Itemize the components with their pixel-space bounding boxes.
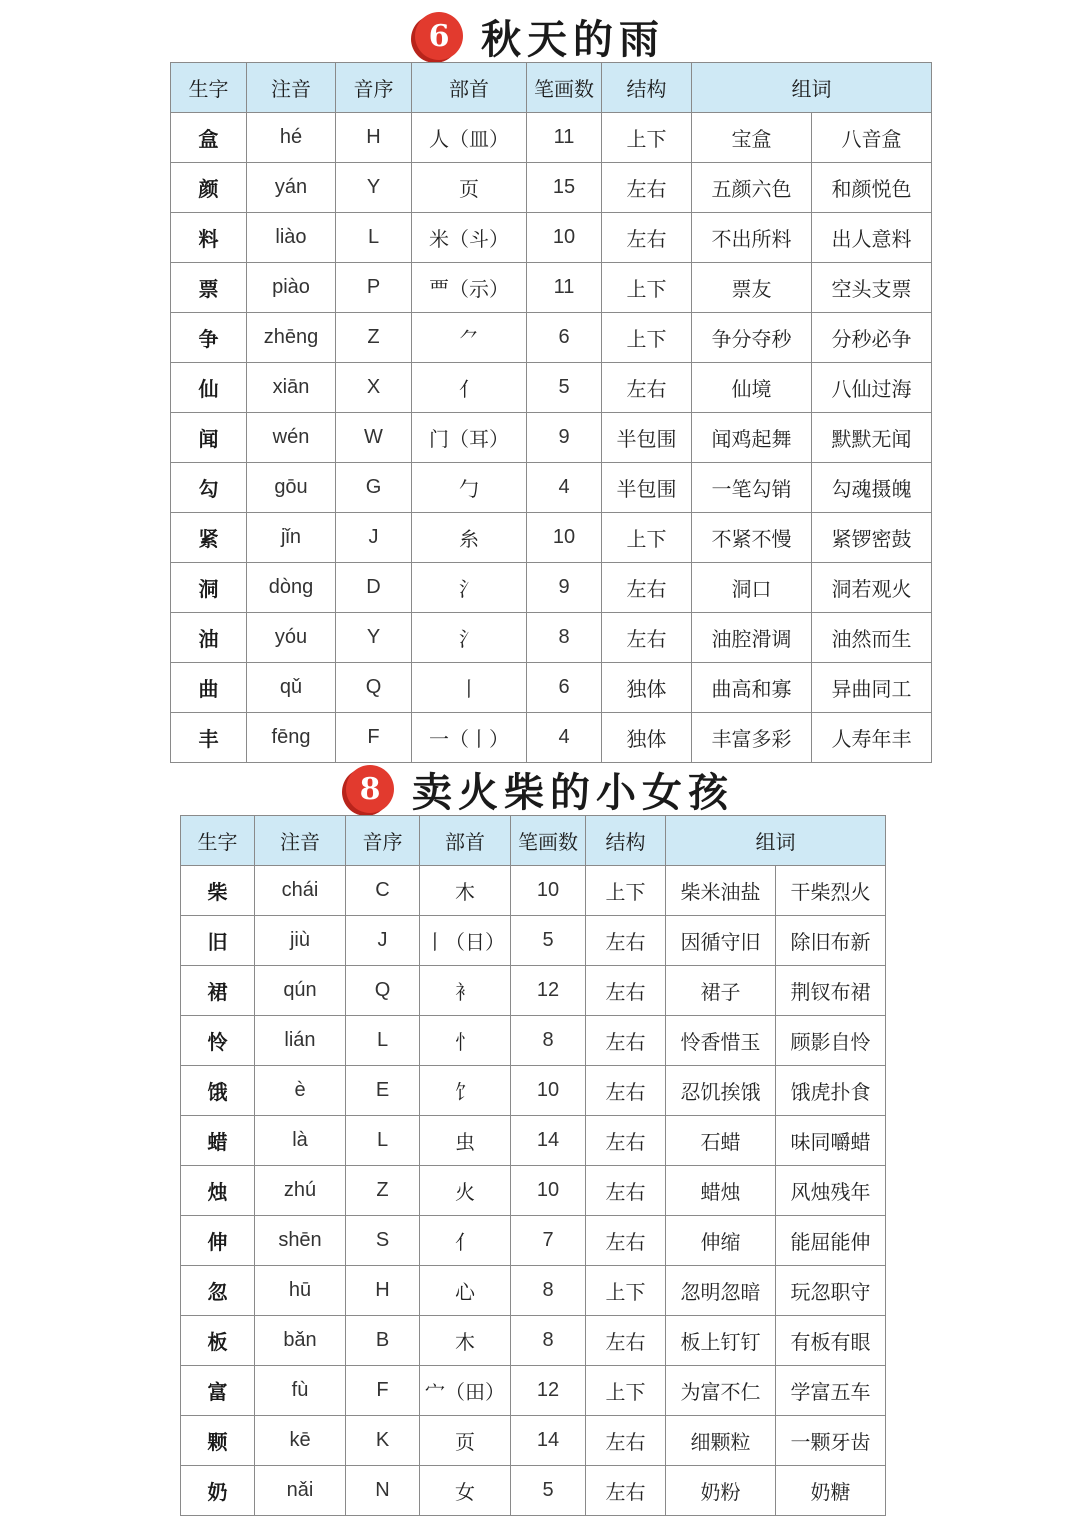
word-cell: 丰富多彩 [692,713,812,763]
table-row [181,1066,886,1116]
header-strokes: 笔画数 [527,63,602,113]
pinyin-cell: liào [247,213,336,263]
table-row [181,1016,886,1066]
structure-cell: 上下 [602,513,692,563]
letter-cell: F [346,1366,420,1416]
strokes-cell: 5 [511,1466,586,1516]
table-row [171,463,932,513]
header-radical: 部首 [412,63,527,113]
pinyin-cell: bǎn [255,1316,346,1366]
word-cell: 曲高和寡 [692,663,812,713]
word-cell: 饿虎扑食 [776,1066,886,1116]
letter-cell: D [336,563,412,613]
letter-cell: Z [346,1166,420,1216]
table-row [171,713,932,763]
header-strokes: 笔画数 [511,816,586,866]
structure-cell: 左右 [586,1316,666,1366]
word-cell: 洞若观火 [812,563,932,613]
table-row [181,1416,886,1466]
word-cell: 票友 [692,263,812,313]
strokes-cell: 12 [511,1366,586,1416]
pinyin-cell: chái [255,866,346,916]
char-cell: 忽 [181,1266,255,1316]
word-cell: 伸缩 [666,1216,776,1266]
word-cell: 八仙过海 [812,363,932,413]
lesson-8-table [180,815,886,1516]
table-row [181,866,886,916]
letter-cell: L [346,1116,420,1166]
strokes-cell: 6 [527,663,602,713]
word-cell: 裙子 [666,966,776,1016]
structure-cell: 上下 [602,113,692,163]
structure-cell: 左右 [586,916,666,966]
word-cell: 忍饥挨饿 [666,1066,776,1116]
word-cell: 宝盒 [692,113,812,163]
structure-cell: 左右 [586,1066,666,1116]
strokes-cell: 10 [511,1166,586,1216]
word-cell: 柴米油盐 [666,866,776,916]
structure-cell: 上下 [586,866,666,916]
strokes-cell: 8 [511,1016,586,1066]
table-row [181,1466,886,1516]
table-row [171,113,932,163]
letter-cell: Z [336,313,412,363]
word-cell: 闻鸡起舞 [692,413,812,463]
strokes-cell: 10 [527,213,602,263]
lesson-6-title [0,8,1080,64]
letter-cell: L [346,1016,420,1066]
letter-cell: X [336,363,412,413]
letter-cell: J [346,916,420,966]
header-words: 组词 [692,63,932,113]
radical-cell: ⺈ [412,313,527,363]
letter-cell: H [336,113,412,163]
radical-cell: 木 [420,866,511,916]
radical-cell: 忄 [420,1016,511,1066]
char-cell: 颜 [171,163,247,213]
word-cell: 洞口 [692,563,812,613]
char-cell: 争 [171,313,247,363]
word-cell: 默默无闻 [812,413,932,463]
strokes-cell: 11 [527,263,602,313]
radical-cell: 宀（田） [420,1366,511,1416]
structure-cell: 左右 [602,363,692,413]
word-cell: 怜香惜玉 [666,1016,776,1066]
word-cell: 风烛残年 [776,1166,886,1216]
lesson-number-badge: 6 [415,12,463,60]
radical-cell: 氵 [412,613,527,663]
letter-cell: Y [336,163,412,213]
letter-cell: W [336,413,412,463]
letter-cell: B [346,1316,420,1366]
lesson-number-badge: 8 [346,765,394,813]
radical-cell: 勹 [412,463,527,513]
word-cell: 顾影自怜 [776,1016,886,1066]
pinyin-cell: lián [255,1016,346,1066]
radical-cell: 火 [420,1166,511,1216]
table-header-row [181,816,886,866]
word-cell: 油然而生 [812,613,932,663]
strokes-cell: 14 [511,1416,586,1466]
letter-cell: Q [346,966,420,1016]
word-cell: 仙境 [692,363,812,413]
pinyin-cell: fēng [247,713,336,763]
letter-cell: S [346,1216,420,1266]
char-cell: 怜 [181,1016,255,1066]
structure-cell: 半包围 [602,463,692,513]
table-row [171,563,932,613]
strokes-cell: 5 [527,363,602,413]
word-cell: 学富五车 [776,1366,886,1416]
pinyin-cell: gōu [247,463,336,513]
strokes-cell: 15 [527,163,602,213]
radical-cell: 覀（示） [412,263,527,313]
pinyin-cell: zhú [255,1166,346,1216]
strokes-cell: 7 [511,1216,586,1266]
table-row [171,613,932,663]
word-cell: 奶糖 [776,1466,886,1516]
pinyin-cell: xiān [247,363,336,413]
header-char: 生字 [181,816,255,866]
structure-cell: 左右 [586,1466,666,1516]
char-cell: 盒 [171,113,247,163]
lesson-6-table [170,62,932,763]
word-cell: 能屈能伸 [776,1216,886,1266]
strokes-cell: 11 [527,113,602,163]
word-cell: 争分夺秒 [692,313,812,363]
char-cell: 烛 [181,1166,255,1216]
word-cell: 因循守旧 [666,916,776,966]
word-cell: 细颗粒 [666,1416,776,1466]
strokes-cell: 9 [527,563,602,613]
letter-cell: J [336,513,412,563]
char-cell: 勾 [171,463,247,513]
strokes-cell: 9 [527,413,602,463]
structure-cell: 左右 [586,1016,666,1066]
letter-cell: P [336,263,412,313]
strokes-cell: 8 [527,613,602,663]
char-cell: 伸 [181,1216,255,1266]
structure-cell: 左右 [602,563,692,613]
table-row [181,966,886,1016]
word-cell: 空头支票 [812,263,932,313]
char-cell: 洞 [171,563,247,613]
char-cell: 曲 [171,663,247,713]
char-cell: 油 [171,613,247,663]
radical-cell: 页 [420,1416,511,1466]
structure-cell: 左右 [586,966,666,1016]
radical-cell: 页 [412,163,527,213]
structure-cell: 上下 [602,313,692,363]
word-cell: 八音盒 [812,113,932,163]
pinyin-cell: shēn [255,1216,346,1266]
structure-cell: 上下 [602,263,692,313]
radical-cell: 米（斗） [412,213,527,263]
letter-cell: K [346,1416,420,1466]
header-letter: 音序 [346,816,420,866]
lesson-title-text: 卖火柴的小女孩 [412,768,734,816]
table-row [181,1266,886,1316]
letter-cell: G [336,463,412,513]
letter-cell: F [336,713,412,763]
pinyin-cell: fù [255,1366,346,1416]
lesson-8-title [0,761,1080,817]
word-cell: 人寿年丰 [812,713,932,763]
radical-cell: 人（皿） [412,113,527,163]
char-cell: 柴 [181,866,255,916]
pinyin-cell: dòng [247,563,336,613]
char-cell: 闻 [171,413,247,463]
word-cell: 不紧不慢 [692,513,812,563]
table-row [171,263,932,313]
pinyin-cell: kē [255,1416,346,1466]
word-cell: 荆钗布裙 [776,966,886,1016]
radical-cell: 亻 [412,363,527,413]
char-cell: 旧 [181,916,255,966]
pinyin-cell: zhēng [247,313,336,363]
word-cell: 蜡烛 [666,1166,776,1216]
structure-cell: 左右 [602,213,692,263]
table-header-row [171,63,932,113]
char-cell: 奶 [181,1466,255,1516]
word-cell: 奶粉 [666,1466,776,1516]
structure-cell: 半包围 [602,413,692,463]
word-cell: 油腔滑调 [692,613,812,663]
table-row [171,413,932,463]
table-row [171,163,932,213]
table-row [181,1216,886,1266]
table-row [171,313,932,363]
word-cell: 异曲同工 [812,663,932,713]
word-cell: 一笔勾销 [692,463,812,513]
letter-cell: L [336,213,412,263]
structure-cell: 左右 [586,1416,666,1466]
pinyin-cell: yóu [247,613,336,663]
radical-cell: 虫 [420,1116,511,1166]
pinyin-cell: wén [247,413,336,463]
char-cell: 颗 [181,1416,255,1466]
structure-cell: 左右 [586,1216,666,1266]
char-cell: 饿 [181,1066,255,1116]
pinyin-cell: qún [255,966,346,1016]
pinyin-cell: qǔ [247,663,336,713]
letter-cell: Y [336,613,412,663]
letter-cell: C [346,866,420,916]
char-cell: 紧 [171,513,247,563]
structure-cell: 左右 [602,163,692,213]
word-cell: 味同嚼蜡 [776,1116,886,1166]
pinyin-cell: piào [247,263,336,313]
letter-cell: H [346,1266,420,1316]
word-cell: 除旧布新 [776,916,886,966]
word-cell: 石蜡 [666,1116,776,1166]
char-cell: 票 [171,263,247,313]
table-row [171,213,932,263]
letter-cell: N [346,1466,420,1516]
header-structure: 结构 [586,816,666,866]
header-structure: 结构 [602,63,692,113]
structure-cell: 独体 [602,663,692,713]
radical-cell: 氵 [412,563,527,613]
table-row [171,663,932,713]
structure-cell: 左右 [586,1166,666,1216]
header-pinyin: 注音 [255,816,346,866]
table-row [171,513,932,563]
word-cell: 不出所料 [692,213,812,263]
radical-cell: 木 [420,1316,511,1366]
header-words: 组词 [666,816,886,866]
word-cell: 干柴烈火 [776,866,886,916]
pinyin-cell: jiù [255,916,346,966]
radical-cell: 糸 [412,513,527,563]
radical-cell: 门（耳） [412,413,527,463]
strokes-cell: 12 [511,966,586,1016]
table-row [181,1316,886,1366]
char-cell: 仙 [171,363,247,413]
structure-cell: 上下 [586,1266,666,1316]
structure-cell: 独体 [602,713,692,763]
table-row [181,1366,886,1416]
word-cell: 一颗牙齿 [776,1416,886,1466]
word-cell: 为富不仁 [666,1366,776,1416]
word-cell: 出人意料 [812,213,932,263]
word-cell: 忽明忽暗 [666,1266,776,1316]
word-cell: 五颜六色 [692,163,812,213]
pinyin-cell: è [255,1066,346,1116]
pinyin-cell: là [255,1116,346,1166]
word-cell: 玩忽职守 [776,1266,886,1316]
radical-cell: 丨 [412,663,527,713]
radical-cell: 衤 [420,966,511,1016]
strokes-cell: 6 [527,313,602,363]
strokes-cell: 8 [511,1316,586,1366]
char-cell: 富 [181,1366,255,1416]
word-cell: 紧锣密鼓 [812,513,932,563]
strokes-cell: 4 [527,713,602,763]
header-radical: 部首 [420,816,511,866]
word-cell: 分秒必争 [812,313,932,363]
letter-cell: Q [336,663,412,713]
strokes-cell: 10 [527,513,602,563]
strokes-cell: 10 [511,1066,586,1116]
lesson-title-text: 秋天的雨 [481,15,665,63]
structure-cell: 上下 [586,1366,666,1416]
strokes-cell: 5 [511,916,586,966]
strokes-cell: 8 [511,1266,586,1316]
char-cell: 丰 [171,713,247,763]
pinyin-cell: nǎi [255,1466,346,1516]
radical-cell: 丨（日） [420,916,511,966]
word-cell: 和颜悦色 [812,163,932,213]
header-letter: 音序 [336,63,412,113]
word-cell: 板上钉钉 [666,1316,776,1366]
char-cell: 裙 [181,966,255,1016]
char-cell: 蜡 [181,1116,255,1166]
pinyin-cell: yán [247,163,336,213]
word-cell: 有板有眼 [776,1316,886,1366]
strokes-cell: 14 [511,1116,586,1166]
pinyin-cell: jǐn [247,513,336,563]
structure-cell: 左右 [586,1116,666,1166]
radical-cell: 饣 [420,1066,511,1116]
pinyin-cell: hū [255,1266,346,1316]
table-row [181,1116,886,1166]
radical-cell: 女 [420,1466,511,1516]
letter-cell: E [346,1066,420,1116]
strokes-cell: 4 [527,463,602,513]
table-row [181,916,886,966]
char-cell: 料 [171,213,247,263]
char-cell: 板 [181,1316,255,1366]
radical-cell: 亻 [420,1216,511,1266]
pinyin-cell: hé [247,113,336,163]
radical-cell: 一（丨） [412,713,527,763]
strokes-cell: 10 [511,866,586,916]
word-cell: 勾魂摄魄 [812,463,932,513]
table-row [171,363,932,413]
header-pinyin: 注音 [247,63,336,113]
structure-cell: 左右 [602,613,692,663]
table-row [181,1166,886,1216]
radical-cell: 心 [420,1266,511,1316]
header-char: 生字 [171,63,247,113]
